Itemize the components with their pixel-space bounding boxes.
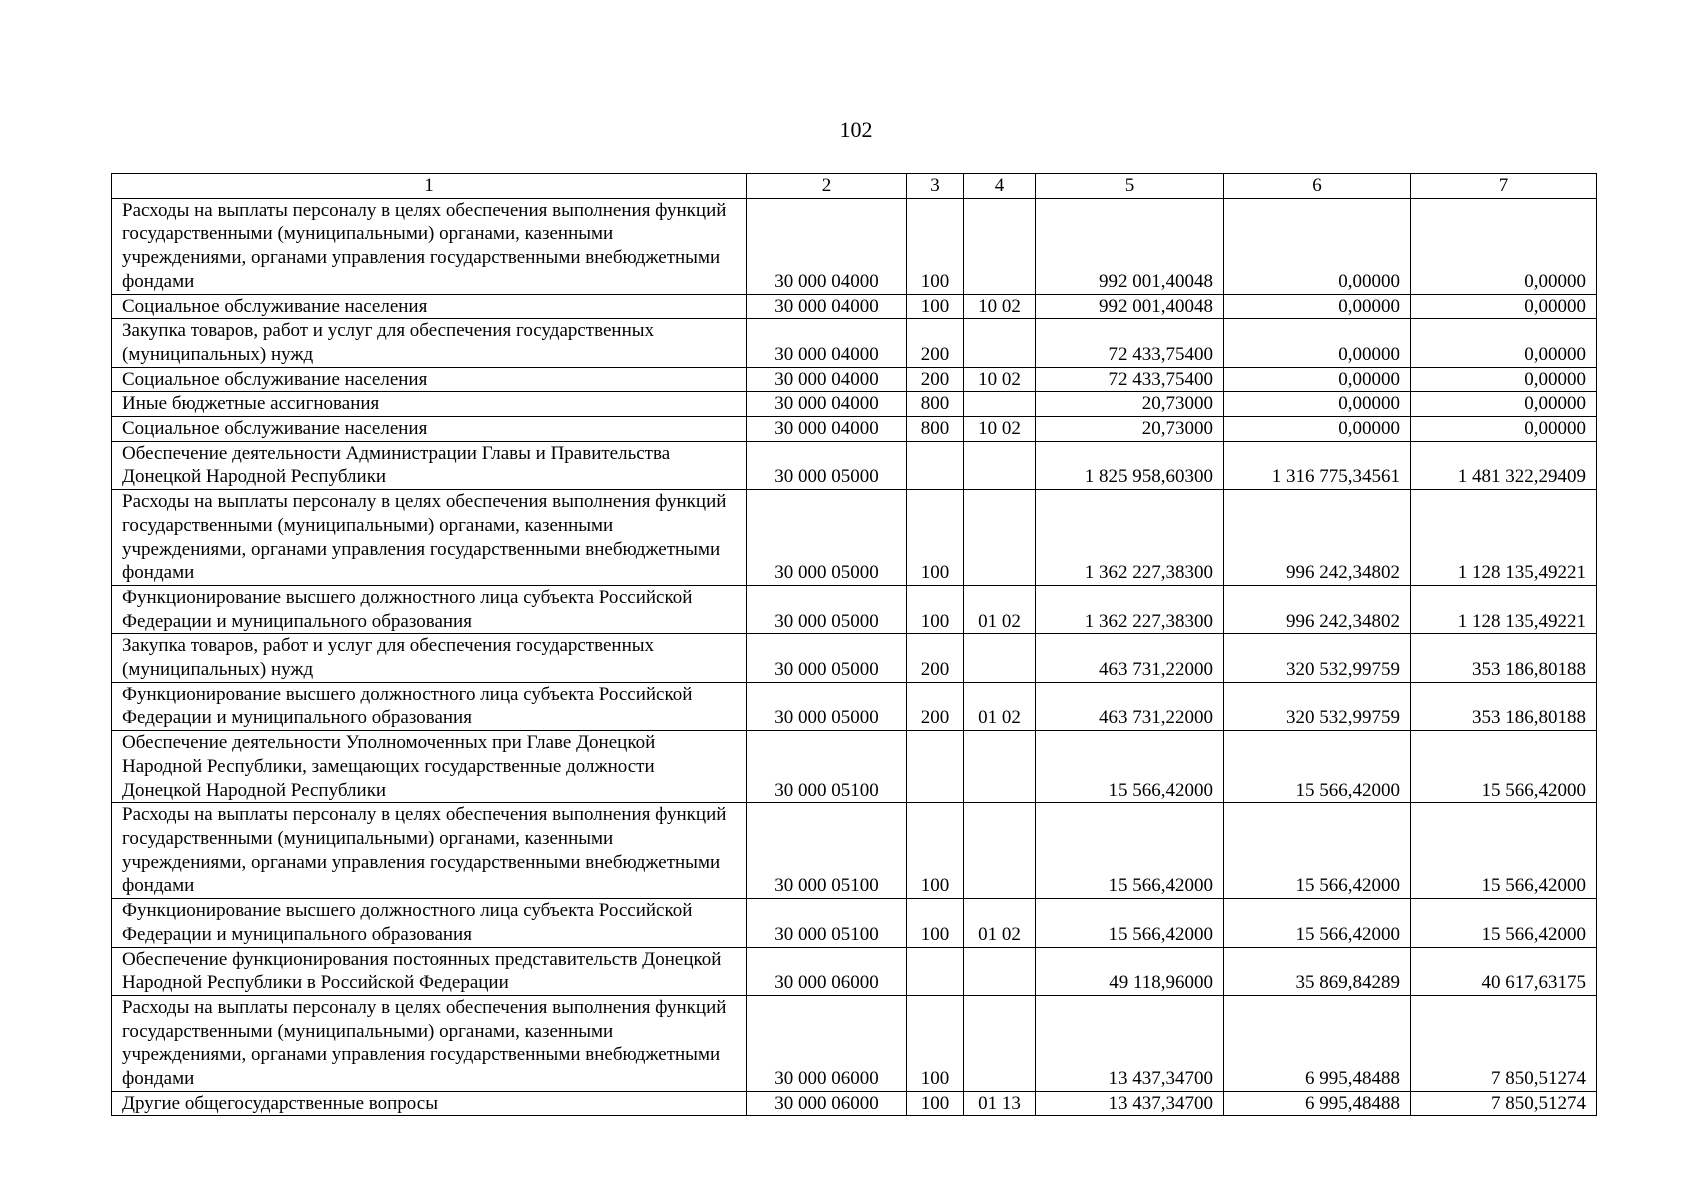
row-section-cell: 10 02 — [964, 367, 1036, 392]
table-row — [112, 682, 1597, 730]
row-section-cell: 01 02 — [964, 899, 1036, 947]
row-section-cell — [964, 731, 1036, 803]
row-expense-type-cell — [907, 731, 964, 803]
row-name-cell: Функционирование высшего должностного лица субъекта Российской Федерации и муниципального образования — [112, 585, 747, 633]
row-section-cell: 10 02 — [964, 417, 1036, 442]
row-expense-type-cell: 200 — [907, 634, 964, 682]
row-amount-2-cell: 996 242,34802 — [1224, 490, 1411, 586]
row-expense-type-cell: 800 — [907, 392, 964, 417]
row-name-cell: Закупка товаров, работ и услуг для обеспечения государственных (муниципальных) нужд — [112, 319, 747, 367]
row-amount-2-cell: 320 532,99759 — [1224, 634, 1411, 682]
row-amount-3-cell: 7 850,51274 — [1411, 1091, 1597, 1116]
row-amount-3-cell: 40 617,63175 — [1411, 947, 1597, 995]
row-amount-1-cell: 72 433,75400 — [1036, 319, 1224, 367]
row-amount-1-cell: 992 001,40048 — [1036, 294, 1224, 319]
row-amount-2-cell: 996 242,34802 — [1224, 585, 1411, 633]
table-row — [112, 995, 1597, 1091]
row-amount-3-cell: 15 566,42000 — [1411, 803, 1597, 899]
row-amount-2-cell: 35 869,84289 — [1224, 947, 1411, 995]
row-amount-1-cell: 1 825 958,60300 — [1036, 441, 1224, 489]
row-code-cell: 30 000 05000 — [747, 490, 907, 586]
row-amount-3-cell: 0,00000 — [1411, 417, 1597, 442]
row-amount-3-cell: 7 850,51274 — [1411, 995, 1597, 1091]
table-row — [112, 417, 1597, 442]
row-name-cell: Обеспечение деятельности Уполномоченных при Главе Донецкой Народной Республики, замещающих государственные должности Донецкой Народной Республики — [112, 731, 747, 803]
row-amount-2-cell: 15 566,42000 — [1224, 731, 1411, 803]
row-section-cell — [964, 947, 1036, 995]
row-amount-3-cell: 15 566,42000 — [1411, 899, 1597, 947]
row-section-cell: 01 02 — [964, 585, 1036, 633]
row-name-cell: Другие общегосударственные вопросы — [112, 1091, 747, 1116]
row-code-cell: 30 000 04000 — [747, 417, 907, 442]
row-amount-3-cell: 1 481 322,29409 — [1411, 441, 1597, 489]
row-name-cell: Социальное обслуживание населения — [112, 294, 747, 319]
row-amount-2-cell: 0,00000 — [1224, 392, 1411, 417]
row-code-cell: 30 000 05000 — [747, 682, 907, 730]
row-amount-2-cell: 0,00000 — [1224, 319, 1411, 367]
table-header-row — [112, 174, 1597, 199]
table-row — [112, 392, 1597, 417]
row-amount-1-cell: 15 566,42000 — [1036, 803, 1224, 899]
table-row — [112, 319, 1597, 367]
row-expense-type-cell — [907, 947, 964, 995]
table-row — [112, 731, 1597, 803]
row-section-cell — [964, 634, 1036, 682]
row-section-cell: 10 02 — [964, 294, 1036, 319]
row-expense-type-cell: 100 — [907, 490, 964, 586]
row-amount-3-cell: 0,00000 — [1411, 367, 1597, 392]
row-amount-2-cell: 6 995,48488 — [1224, 1091, 1411, 1116]
row-section-cell: 01 13 — [964, 1091, 1036, 1116]
row-name-cell: Функционирование высшего должностного лица субъекта Российской Федерации и муниципального образования — [112, 899, 747, 947]
row-name-cell: Иные бюджетные ассигнования — [112, 392, 747, 417]
table-row — [112, 294, 1597, 319]
table-row — [112, 947, 1597, 995]
row-amount-2-cell: 15 566,42000 — [1224, 803, 1411, 899]
table-row — [112, 490, 1597, 586]
row-amount-1-cell: 15 566,42000 — [1036, 731, 1224, 803]
table-row — [112, 367, 1597, 392]
table-row — [112, 899, 1597, 947]
column-header-amount-3: 7 — [1411, 174, 1597, 199]
column-header-amount-1: 5 — [1036, 174, 1224, 199]
table-row — [112, 803, 1597, 899]
row-amount-3-cell: 0,00000 — [1411, 294, 1597, 319]
row-code-cell: 30 000 06000 — [747, 1091, 907, 1116]
table-row — [112, 1091, 1597, 1116]
row-code-cell: 30 000 05000 — [747, 585, 907, 633]
row-expense-type-cell: 100 — [907, 899, 964, 947]
row-name-cell: Социальное обслуживание населения — [112, 417, 747, 442]
table-row — [112, 441, 1597, 489]
row-name-cell: Обеспечение функционирования постоянных представительств Донецкой Народной Республики в Российской Федерации — [112, 947, 747, 995]
row-amount-3-cell: 0,00000 — [1411, 319, 1597, 367]
row-name-cell: Расходы на выплаты персоналу в целях обеспечения выполнения функций государственными (муниципальными) органами, казенными учреждениями, органами управления государственными внебюджетными фондами — [112, 995, 747, 1091]
row-expense-type-cell: 100 — [907, 995, 964, 1091]
row-amount-3-cell: 0,00000 — [1411, 392, 1597, 417]
row-section-cell — [964, 392, 1036, 417]
page-number: 102 — [839, 117, 873, 142]
table-row — [112, 198, 1597, 294]
row-name-cell: Закупка товаров, работ и услуг для обеспечения государственных (муниципальных) нужд — [112, 634, 747, 682]
row-code-cell: 30 000 05100 — [747, 731, 907, 803]
row-name-cell: Расходы на выплаты персоналу в целях обеспечения выполнения функций государственными (муниципальными) органами, казенными учреждениями, органами управления государственными внебюджетными фондами — [112, 198, 747, 294]
column-header-code: 2 — [747, 174, 907, 199]
row-code-cell: 30 000 04000 — [747, 198, 907, 294]
column-header-section: 4 — [964, 174, 1036, 199]
row-expense-type-cell: 200 — [907, 319, 964, 367]
row-amount-2-cell: 0,00000 — [1224, 417, 1411, 442]
row-amount-2-cell: 15 566,42000 — [1224, 899, 1411, 947]
row-amount-2-cell: 1 316 775,34561 — [1224, 441, 1411, 489]
row-code-cell: 30 000 05100 — [747, 899, 907, 947]
row-amount-1-cell: 13 437,34700 — [1036, 995, 1224, 1091]
row-amount-3-cell: 0,00000 — [1411, 198, 1597, 294]
row-amount-1-cell: 49 118,96000 — [1036, 947, 1224, 995]
row-name-cell: Функционирование высшего должностного лица субъекта Российской Федерации и муниципального образования — [112, 682, 747, 730]
row-amount-3-cell: 15 566,42000 — [1411, 731, 1597, 803]
row-amount-2-cell: 0,00000 — [1224, 367, 1411, 392]
row-section-cell — [964, 319, 1036, 367]
row-expense-type-cell: 100 — [907, 585, 964, 633]
row-amount-1-cell: 13 437,34700 — [1036, 1091, 1224, 1116]
row-section-cell — [964, 441, 1036, 489]
row-code-cell: 30 000 05100 — [747, 803, 907, 899]
row-code-cell: 30 000 06000 — [747, 947, 907, 995]
row-amount-1-cell: 1 362 227,38300 — [1036, 490, 1224, 586]
row-amount-3-cell: 353 186,80188 — [1411, 682, 1597, 730]
column-header-expense-type: 3 — [907, 174, 964, 199]
row-expense-type-cell: 200 — [907, 682, 964, 730]
row-amount-3-cell: 1 128 135,49221 — [1411, 490, 1597, 586]
row-amount-1-cell: 20,73000 — [1036, 392, 1224, 417]
row-amount-2-cell: 0,00000 — [1224, 198, 1411, 294]
row-amount-1-cell: 463 731,22000 — [1036, 682, 1224, 730]
row-expense-type-cell: 800 — [907, 417, 964, 442]
row-amount-1-cell: 463 731,22000 — [1036, 634, 1224, 682]
table-row — [112, 585, 1597, 633]
row-amount-1-cell: 992 001,40048 — [1036, 198, 1224, 294]
row-name-cell: Расходы на выплаты персоналу в целях обеспечения выполнения функций государственными (муниципальными) органами, казенными учреждениями, органами управления государственными внебюджетными фондами — [112, 803, 747, 899]
row-name-cell: Обеспечение деятельности Администрации Главы и Правительства Донецкой Народной Республики — [112, 441, 747, 489]
row-name-cell: Расходы на выплаты персоналу в целях обеспечения выполнения функций государственными (муниципальными) органами, казенными учреждениями, органами управления государственными внебюджетными фондами — [112, 490, 747, 586]
row-code-cell: 30 000 05000 — [747, 634, 907, 682]
row-amount-1-cell: 15 566,42000 — [1036, 899, 1224, 947]
column-header-amount-2: 6 — [1224, 174, 1411, 199]
budget-table — [111, 173, 1597, 1116]
row-code-cell: 30 000 05000 — [747, 441, 907, 489]
row-code-cell: 30 000 04000 — [747, 367, 907, 392]
row-expense-type-cell: 100 — [907, 803, 964, 899]
row-section-cell — [964, 803, 1036, 899]
row-section-cell: 01 02 — [964, 682, 1036, 730]
row-code-cell: 30 000 04000 — [747, 294, 907, 319]
row-amount-1-cell: 20,73000 — [1036, 417, 1224, 442]
row-expense-type-cell: 100 — [907, 294, 964, 319]
row-code-cell: 30 000 04000 — [747, 319, 907, 367]
row-amount-2-cell: 320 532,99759 — [1224, 682, 1411, 730]
row-amount-2-cell: 6 995,48488 — [1224, 995, 1411, 1091]
row-section-cell — [964, 490, 1036, 586]
row-amount-1-cell: 72 433,75400 — [1036, 367, 1224, 392]
row-amount-2-cell: 0,00000 — [1224, 294, 1411, 319]
column-header-name: 1 — [112, 174, 747, 199]
row-section-cell — [964, 995, 1036, 1091]
row-amount-1-cell: 1 362 227,38300 — [1036, 585, 1224, 633]
row-amount-3-cell: 1 128 135,49221 — [1411, 585, 1597, 633]
row-name-cell: Социальное обслуживание населения — [112, 367, 747, 392]
row-expense-type-cell: 100 — [907, 198, 964, 294]
row-expense-type-cell — [907, 441, 964, 489]
row-code-cell: 30 000 06000 — [747, 995, 907, 1091]
row-expense-type-cell: 200 — [907, 367, 964, 392]
row-section-cell — [964, 198, 1036, 294]
row-expense-type-cell: 100 — [907, 1091, 964, 1116]
row-amount-3-cell: 353 186,80188 — [1411, 634, 1597, 682]
row-code-cell: 30 000 04000 — [747, 392, 907, 417]
table-row — [112, 634, 1597, 682]
